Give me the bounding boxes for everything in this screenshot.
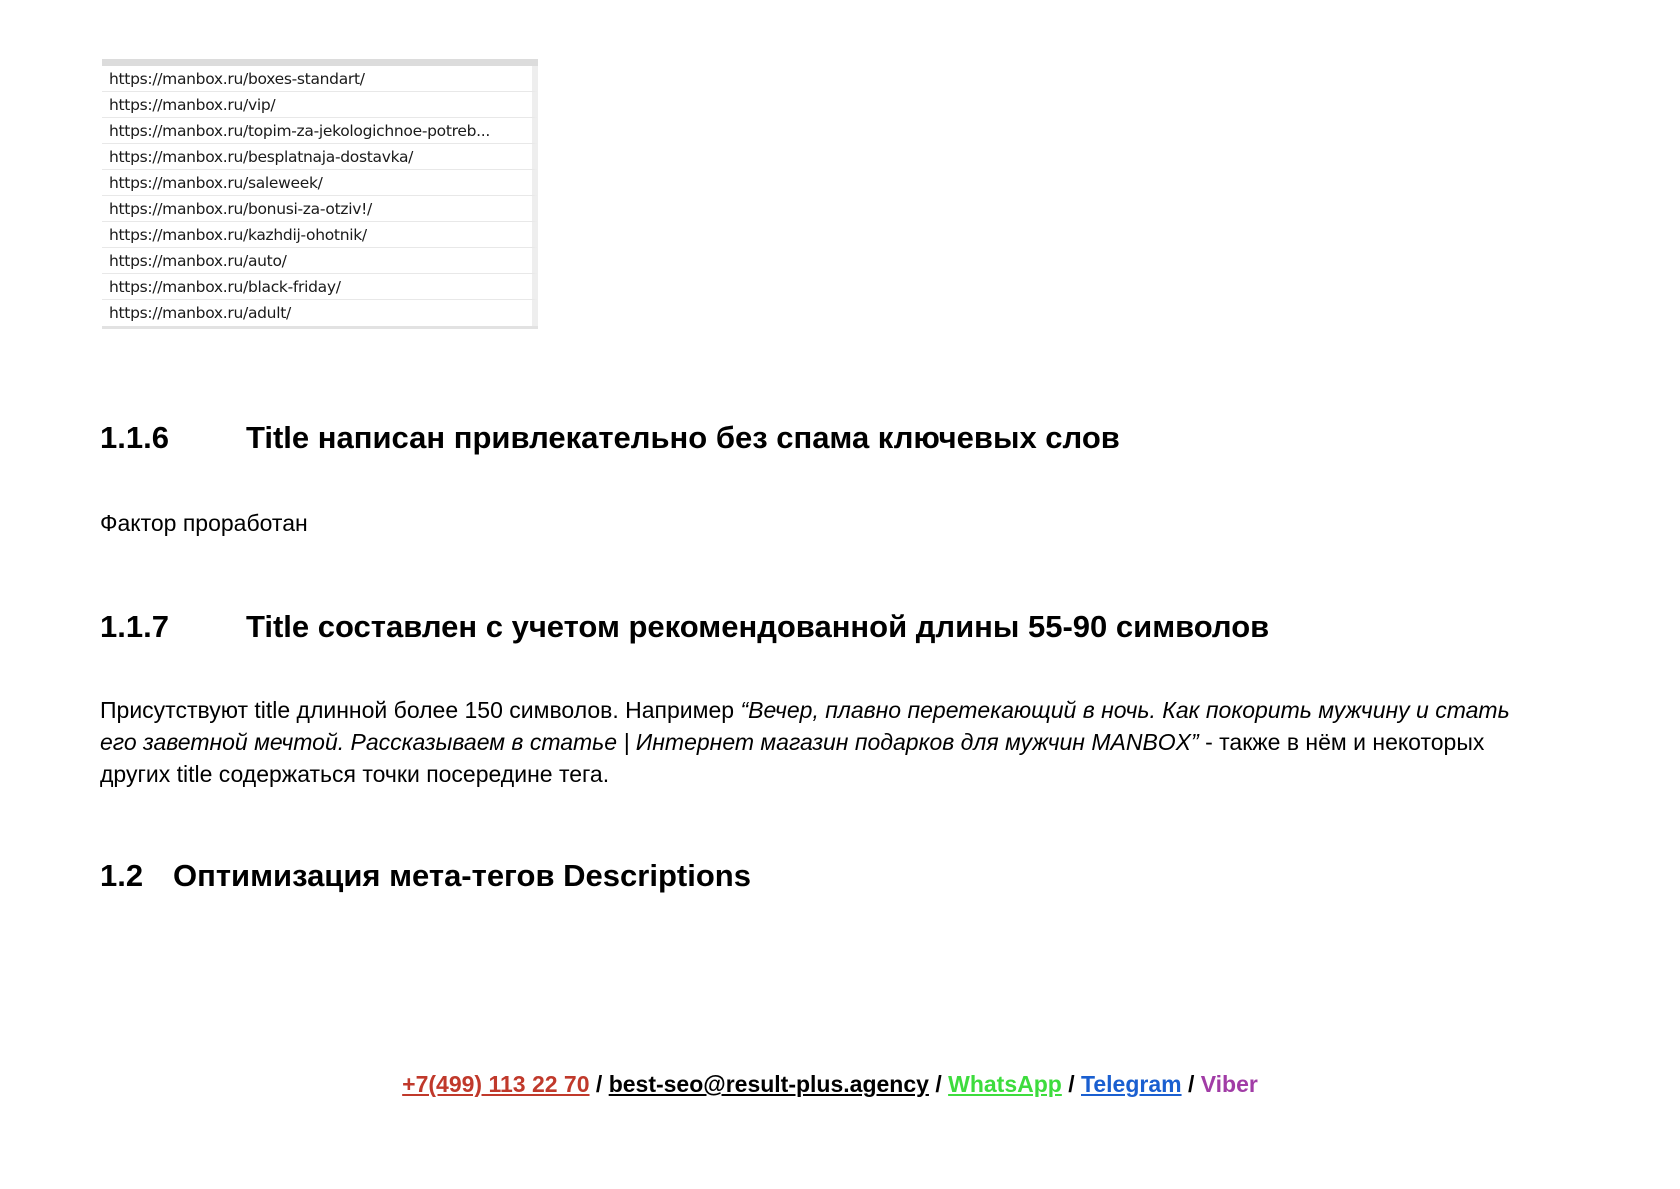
title-example-quote: “Вечер, плавно перетекающий в ночь. Как покорить мужчину и стать его заветной мечтой. Рассказываем в статье | Интернет магазин подарков для мужчин MANBOX” — [100, 697, 1510, 755]
email-link[interactable]: best-seo@result-plus.agency — [608, 1071, 929, 1097]
viber-link[interactable]: Viber — [1200, 1071, 1258, 1097]
url-row: https://manbox.ru/besplatnaja-dostavka/ — [102, 144, 538, 170]
section-body — [100, 694, 1540, 790]
separator: / — [589, 1071, 609, 1097]
phone-link[interactable]: +7(499) 113 22 70 — [402, 1071, 590, 1097]
url-row: https://manbox.ru/kazhdij-ohotnik/ — [102, 222, 538, 248]
whatsapp-link[interactable]: WhatsApp — [948, 1071, 1062, 1097]
url-row: https://manbox.ru/bonusi-za-otziv!/ — [102, 196, 538, 222]
section-title: Оптимизация мета-тегов Descriptions — [173, 858, 751, 893]
url-row: https://manbox.ru/vip/ — [102, 92, 538, 118]
section-heading-1-1-7 — [100, 609, 1269, 645]
section-heading-1-1-6 — [100, 420, 1120, 456]
contact-footer — [0, 1071, 1660, 1098]
section-heading-1-2 — [100, 858, 751, 894]
url-row: https://manbox.ru/auto/ — [102, 248, 538, 274]
separator: / — [928, 1071, 949, 1097]
section-title: Title написан привлекательно без спама ключевых слов — [246, 420, 1120, 455]
telegram-link[interactable]: Telegram — [1081, 1071, 1182, 1097]
url-row: https://manbox.ru/adult/ — [102, 300, 538, 326]
section-number: 1.2 — [100, 858, 144, 893]
body-outro: - также в нём и некоторых других title содержаться точки посередине тега. — [100, 729, 1485, 787]
url-list-screenshot — [102, 59, 538, 329]
url-row: https://manbox.ru/topim-za-jekologichnoe-potreb... — [102, 118, 538, 144]
section-body: Фактор проработан — [100, 510, 308, 536]
url-row: https://manbox.ru/black-friday/ — [102, 274, 538, 300]
section-number: 1.1.6 — [100, 420, 169, 455]
separator: / — [1181, 1071, 1201, 1097]
section-number: 1.1.7 — [100, 609, 169, 644]
body-intro: Присутствуют title длинной более 150 символов. Например — [100, 697, 741, 723]
section-title: Title составлен с учетом рекомендованной длины 55-90 символов — [246, 609, 1270, 644]
url-row: https://manbox.ru/boxes-standart/ — [102, 66, 538, 92]
separator: / — [1061, 1071, 1081, 1097]
url-row: https://manbox.ru/saleweek/ — [102, 170, 538, 196]
